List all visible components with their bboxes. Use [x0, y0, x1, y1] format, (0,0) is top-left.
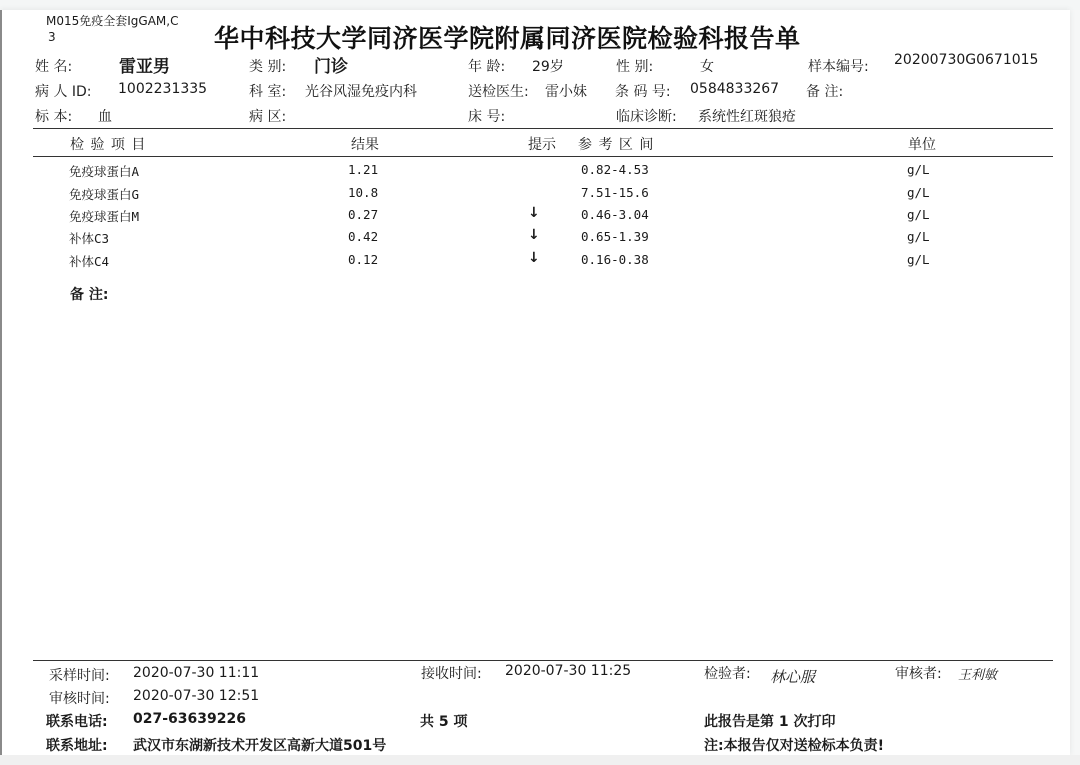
col-header-result: 结果 [351, 137, 379, 153]
sample-no-label: 样本编号: [808, 59, 869, 75]
phone-label: 联系电话: [46, 714, 108, 730]
disclaimer: 注:本报告仅对送检标本负责! [704, 738, 884, 754]
lab-report-page [0, 10, 1070, 755]
specimen-label: 标 本: [35, 109, 73, 125]
doctor-label: 送检医生: [468, 84, 529, 100]
patient-sex: 女 [700, 59, 714, 75]
ward-label: 病 区: [249, 109, 287, 125]
flag-down-arrow-icon: ↓ [528, 205, 540, 221]
sex-label: 性 别: [616, 59, 654, 75]
receive-time-label: 接收时间: [421, 666, 482, 682]
col-header-unit: 单位 [908, 137, 936, 153]
item-name: 补体C3 [69, 231, 110, 246]
reference-range: 7.51-15.6 [581, 185, 649, 200]
phone: 027-63639226 [133, 711, 246, 727]
result-value: 1.21 [348, 162, 379, 177]
reference-range: 0.65-1.39 [581, 229, 649, 244]
flag-down-arrow-icon: ↓ [528, 227, 540, 243]
item-name: 免疫球蛋白A [69, 164, 140, 179]
patient-age: 29岁 [532, 59, 564, 75]
col-header-flag: 提示 [528, 137, 556, 153]
header-divider [33, 128, 1053, 129]
report-title: 华中科技大学同济医学院附属同济医院检验科报告单 [214, 24, 801, 53]
sample-no: 20200730G0671015 [894, 52, 1039, 68]
item-name: 补体C4 [69, 254, 110, 269]
unit: g/L [907, 207, 930, 222]
barcode: 0584833267 [690, 81, 780, 97]
unit: g/L [907, 229, 930, 244]
footer-divider [33, 660, 1053, 661]
test-code: M015免疫全套IgGAM,C [46, 14, 179, 28]
review-time: 2020-07-30 12:51 [133, 688, 260, 704]
item-name: 免疫球蛋白G [69, 187, 140, 202]
sample-time: 2020-07-30 11:11 [133, 665, 260, 681]
diagnosis: 系统性红斑狼疮 [698, 109, 796, 125]
print-count: 此报告是第 1 次打印 [704, 714, 836, 730]
table-remark-label: 备 注: [70, 287, 109, 303]
unit: g/L [907, 185, 930, 200]
col-header-range: 参 考 区 间 [578, 137, 655, 153]
tester-signature: 林心服 [770, 668, 816, 686]
address: 武汉市东湖新技术开发区高新大道501号 [133, 738, 387, 754]
total-items: 共 5 项 [420, 714, 468, 730]
type-label: 类 别: [249, 59, 287, 75]
bottom-margin [0, 755, 1080, 765]
reviewer-signature: 王利敏 [958, 668, 998, 683]
bed-label: 床 号: [468, 109, 506, 125]
barcode-label: 条 码 号: [615, 84, 671, 100]
reference-range: 0.82-4.53 [581, 162, 649, 177]
diagnosis-label: 临床诊断: [616, 109, 677, 125]
top-margin [0, 0, 1080, 10]
remark-label: 备 注: [806, 84, 844, 100]
reference-range: 0.16-0.38 [581, 252, 649, 267]
address-label: 联系地址: [46, 738, 108, 754]
department: 光谷风湿免疫内科 [305, 84, 417, 100]
table-header-divider [33, 156, 1053, 157]
reviewer-label: 审核者: [895, 666, 942, 682]
doctor: 雷小妹 [545, 84, 587, 100]
reference-range: 0.46-3.04 [581, 207, 649, 222]
test-code-continued: 3 [48, 30, 56, 44]
review-time-label: 审核时间: [49, 691, 110, 707]
age-label: 年 龄: [468, 59, 506, 75]
flag-down-arrow-icon: ↓ [528, 250, 540, 266]
item-name: 免疫球蛋白M [69, 209, 140, 224]
unit: g/L [907, 252, 930, 267]
tester-label: 检验者: [704, 666, 751, 682]
result-value: 10.8 [348, 185, 379, 200]
patient-id: 1002231335 [118, 81, 208, 97]
patient-id-label: 病 人 ID: [35, 84, 92, 100]
receive-time: 2020-07-30 11:25 [505, 663, 632, 679]
patient-type: 门诊 [314, 57, 348, 77]
unit: g/L [907, 162, 930, 177]
dept-label: 科 室: [249, 84, 287, 100]
patient-name: 雷亚男 [119, 57, 170, 77]
sample-time-label: 采样时间: [49, 668, 110, 684]
result-value: 0.12 [348, 252, 379, 267]
specimen: 血 [98, 109, 112, 125]
name-label: 姓 名: [35, 59, 73, 75]
result-value: 0.27 [348, 207, 379, 222]
col-header-item: 检 验 项 目 [70, 137, 147, 153]
result-value: 0.42 [348, 229, 379, 244]
